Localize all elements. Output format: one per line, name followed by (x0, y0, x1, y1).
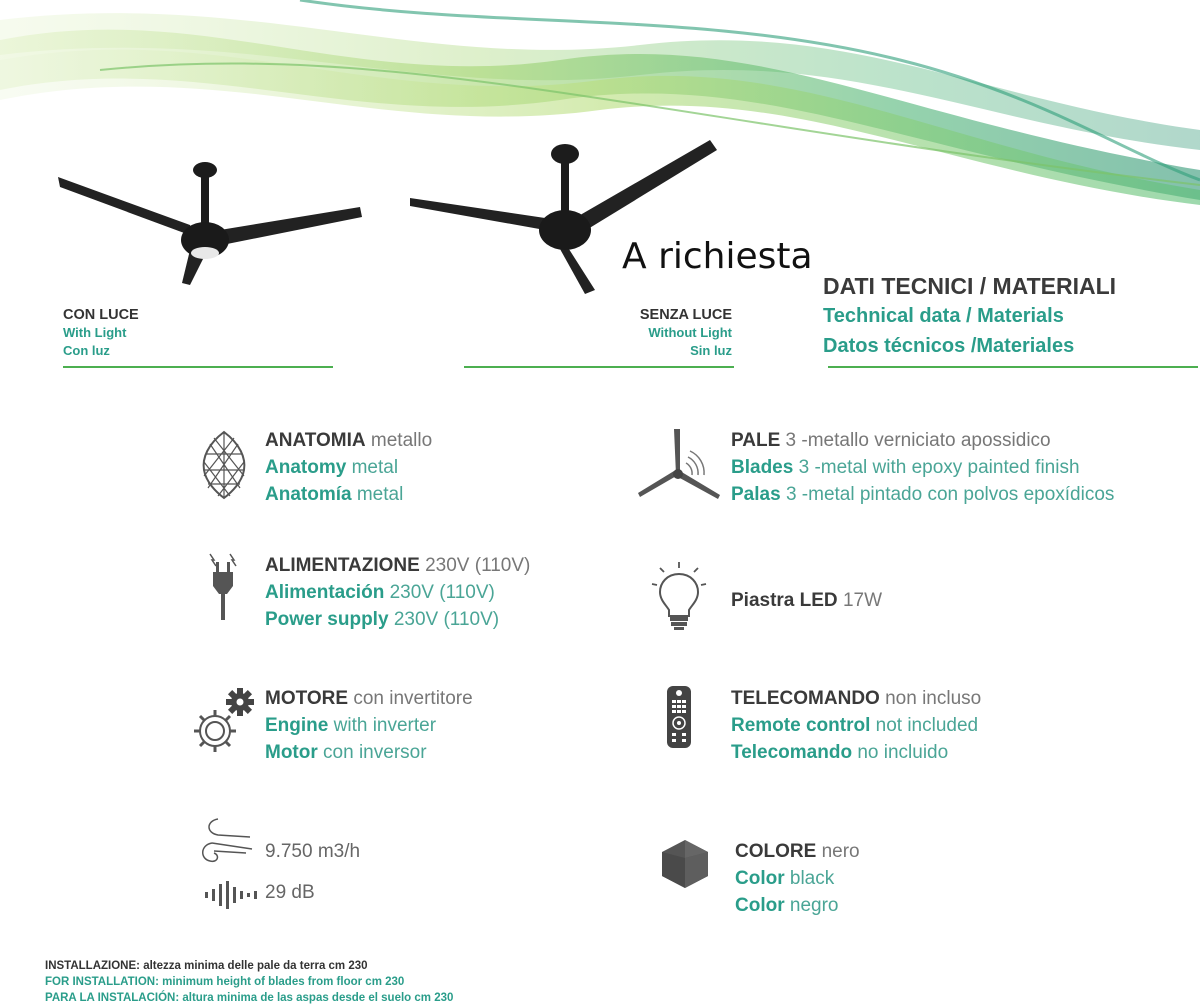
spec-anatomy (265, 427, 432, 508)
remote-es-value: no incluido (857, 742, 949, 763)
variant-with-light (63, 306, 139, 360)
variant-without-light-es: Sin luz (690, 343, 732, 358)
without-light-underline (464, 366, 734, 368)
anatomy-es-label: Anatomía (265, 484, 352, 505)
sound-wave-icon (203, 880, 259, 910)
installation-en-text: minimum height of blades from floor cm 230 (162, 976, 405, 988)
power-plug-icon (206, 552, 240, 622)
installation-es-text: altura minima de las aspas desde el suelo cm 230 (182, 992, 454, 1004)
blades-en-label: Blades (731, 457, 794, 478)
installation-es (45, 991, 453, 1006)
blades-es-label: Palas (731, 484, 781, 505)
ceiling-fan-with-light-image (50, 155, 370, 295)
color-en-label: Color (735, 868, 785, 889)
remote-en-value: not included (875, 715, 979, 736)
remote-it-value: non incluso (885, 688, 982, 709)
spec-color (735, 838, 860, 919)
blades-it-value: 3 -metallo verniciato apossidico (785, 430, 1051, 451)
power-it-value: 230V (110V) (425, 555, 531, 576)
on-request-label: A richiesta (622, 236, 813, 277)
power-en-label: Power supply (265, 609, 389, 630)
installation-it (45, 959, 368, 974)
motor-gears-icon (190, 686, 260, 756)
color-gem-icon (660, 838, 710, 890)
anatomy-mesh-icon (200, 430, 248, 500)
spec-blades (731, 427, 1114, 508)
led-label: Piastra LED (731, 590, 838, 611)
with-light-underline (63, 366, 333, 368)
technical-heading-underline (828, 366, 1198, 368)
technical-data-heading (823, 272, 1116, 361)
spec-remote (731, 685, 981, 766)
variant-with-light-es: Con luz (63, 343, 110, 358)
color-en-value: black (789, 868, 835, 889)
technical-data-heading-es: Datos técnicos /Materiales (823, 335, 1075, 357)
remote-control-icon (666, 685, 692, 749)
airflow-value: 9.750 m3/h (265, 841, 361, 862)
anatomy-it-value: metallo (370, 430, 433, 451)
installation-it-label: INSTALLAZIONE: (45, 960, 140, 972)
anatomy-en-value: metal (351, 457, 399, 478)
motor-es-value: con inversor (323, 742, 427, 763)
variant-without-light-title: SENZA LUCE (639, 307, 732, 323)
spec-power (265, 552, 530, 633)
installation-es-label: PARA LA INSTALACIÓN: (45, 992, 180, 1004)
motor-es-label: Motor (265, 742, 318, 763)
variant-with-light-en: With Light (63, 325, 127, 340)
motor-en-label: Engine (265, 715, 329, 736)
light-bulb-icon (650, 560, 708, 632)
power-es-label: Alimentación (265, 582, 385, 603)
installation-en (45, 975, 404, 990)
remote-es-label: Telecomando (731, 742, 853, 763)
color-es-value: negro (789, 895, 839, 916)
installation-it-text: altezza minima delle pale da terra cm 230 (143, 960, 368, 972)
motor-en-value: with inverter (333, 715, 437, 736)
variant-without-light-en: Without Light (648, 325, 732, 340)
motor-it-label: MOTORE (265, 688, 349, 709)
remote-en-label: Remote control (731, 715, 871, 736)
remote-it-label: TELECOMANDO (731, 688, 880, 709)
color-es-label: Color (735, 895, 785, 916)
power-it-label: ALIMENTAZIONE (265, 555, 420, 576)
variant-without-light (580, 306, 732, 360)
color-it-value: nero (821, 841, 860, 862)
anatomy-it-label: ANATOMIA (265, 430, 366, 451)
spec-motor (265, 685, 473, 766)
noise-value: 29 dB (265, 882, 315, 903)
installation-en-label: FOR INSTALLATION: (45, 976, 159, 988)
led-value: 17W (842, 590, 883, 611)
anatomy-es-value: metal (356, 484, 404, 505)
color-it-label: COLORE (735, 841, 817, 862)
power-en-value: 230V (110V) (393, 609, 500, 630)
motor-it-value: con invertitore (353, 688, 473, 709)
technical-data-heading-it: DATI TECNICI / MATERIALI (823, 273, 1117, 299)
technical-data-heading-en: Technical data / Materials (823, 305, 1064, 327)
power-es-value: 230V (110V) (389, 582, 495, 603)
anatomy-en-label: Anatomy (265, 457, 347, 478)
blades-es-value: 3 -metal pintado con polvos epoxídicos (785, 484, 1115, 505)
blades-it-label: PALE (731, 430, 781, 451)
blades-en-value: 3 -metal with epoxy painted finish (798, 457, 1080, 478)
variant-with-light-title: CON LUCE (63, 307, 139, 323)
spec-led (731, 587, 882, 614)
airflow-icon (198, 815, 254, 865)
fan-blades-icon (636, 425, 722, 501)
